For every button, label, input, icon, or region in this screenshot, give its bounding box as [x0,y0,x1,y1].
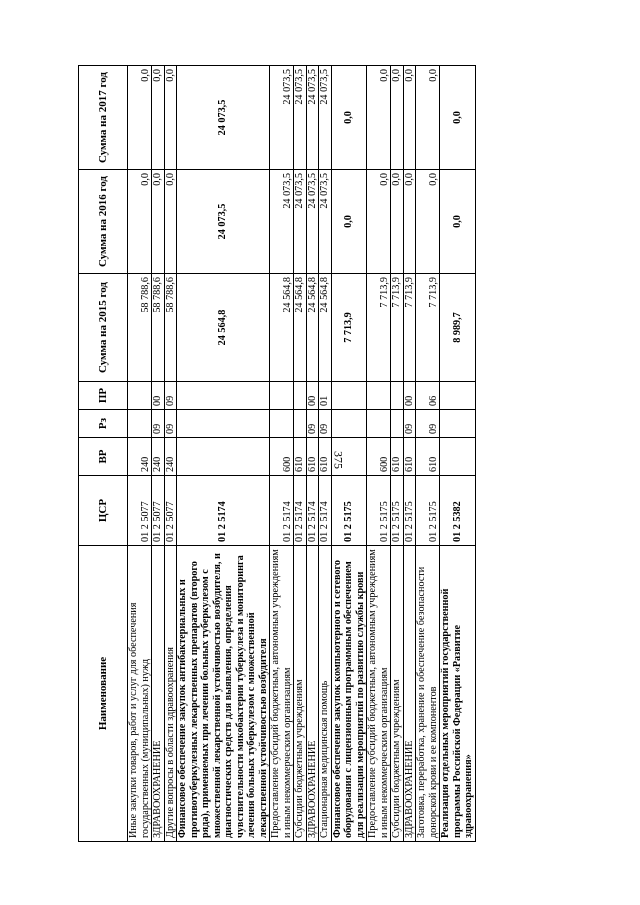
cell-2016: 24 073,5 [319,170,332,274]
cell-pr: 00 [403,382,416,410]
cell-vr: 610 [294,438,307,476]
cell-2017: 0,0 [391,66,404,170]
table-row [177,66,270,842]
cell-name: Финансовое обеспечение закупок компьютерного и сетевого оборудования с лицензионным программным обеспечением для реализации мероприятий по развитию службы крови [331,546,367,842]
cell-csr: 01 2 5174 [319,476,332,546]
cell-rz [177,410,270,438]
cell-2017: 0,0 [152,66,165,170]
cell-2015: 58 788,6 [164,274,177,382]
cell-csr: 01 2 5174 [294,476,307,546]
cell-name: Субсидии бюджетным учреждениям [391,546,404,842]
cell-pr [270,382,294,410]
cell-pr: 00 [152,382,165,410]
cell-name: Предоставление субсидий бюджетным, автономным учреждениям и иным некоммерческим организациям [367,546,391,842]
table-row [306,66,319,842]
table-row [440,66,476,842]
cell-rz [270,410,294,438]
table-row [319,66,332,842]
cell-2016: 0,0 [331,170,367,274]
cell-2016: 0,0 [416,170,440,274]
cell-2016: 0,0 [152,170,165,274]
header-vr: ВР [79,438,128,476]
cell-2016: 0,0 [440,170,476,274]
cell-2015: 58 788,6 [152,274,165,382]
table-row [128,66,152,842]
cell-pr [177,382,270,410]
cell-vr: 610 [403,438,416,476]
rotated-table-wrapper [78,66,558,842]
table-container [78,66,558,842]
cell-name: Другие вопросы в области здравоохранения [164,546,177,842]
cell-2017: 0,0 [440,66,476,170]
cell-csr: 01 2 5175 [367,476,391,546]
cell-csr: 01 2 5174 [306,476,319,546]
cell-rz: 09 [152,410,165,438]
cell-rz [294,410,307,438]
header-pr: ПР [79,382,128,410]
cell-2015: 24 564,8 [270,274,294,382]
cell-csr: 01 2 5175 [403,476,416,546]
cell-vr: 610 [306,438,319,476]
cell-name: Заготовка, переработка, хранение и обеспечение безопасности донорской крови и ее компонентов [416,546,440,842]
cell-rz: 09 [403,410,416,438]
cell-2016: 24 073,5 [177,170,270,274]
table-row [416,66,440,842]
header-rz: Рз [79,410,128,438]
cell-csr: 01 2 5175 [416,476,440,546]
cell-vr: 610 [416,438,440,476]
table-row [331,66,367,842]
cell-vr [440,438,476,476]
cell-csr: 01 2 5175 [391,476,404,546]
header-csr: ЦСР [79,476,128,546]
cell-2016: 0,0 [403,170,416,274]
cell-csr: 01 2 5077 [152,476,165,546]
cell-vr: 610 [319,438,332,476]
cell-2016: 0,0 [128,170,152,274]
cell-rz: 09 [319,410,332,438]
table-body [128,66,476,842]
cell-name: Субсидии бюджетным учреждениям [294,546,307,842]
cell-2015: 24 564,8 [319,274,332,382]
cell-pr [331,382,367,410]
cell-vr: 600 [367,438,391,476]
cell-name: Финансовое обеспечение закупок антибактериальных и противотуберкулезных лекарственных препаратов (второго ряда), применяемых при лечении больных туберкулезом с множественной лекарственной устойчивостью возбудителя, и диагностических средств для выявления, определения чувствительности микобактерии туберкулеза и мониторинга лечения больных туберкулезом с множественной лекарственной устойчивостью возбудителя [177,546,270,842]
cell-2016: 24 073,5 [306,170,319,274]
cell-name: Предоставление субсидий бюджетным, автономным учреждениям и иным некоммерческим организациям [270,546,294,842]
table-row [270,66,294,842]
cell-2017: 24 073,5 [319,66,332,170]
cell-2016: 24 073,5 [270,170,294,274]
cell-rz: 09 [164,410,177,438]
cell-name: Стационарная медицинская помощь [319,546,332,842]
cell-2016: 0,0 [164,170,177,274]
cell-pr [294,382,307,410]
table-row [367,66,391,842]
cell-2015: 7 713,9 [403,274,416,382]
cell-csr: 01 2 5077 [128,476,152,546]
cell-csr: 01 2 5174 [177,476,270,546]
cell-pr [367,382,391,410]
cell-name: ЗДРАВООХРАНЕНИЕ [152,546,165,842]
cell-pr: 06 [416,382,440,410]
cell-rz [367,410,391,438]
cell-2015: 24 564,8 [294,274,307,382]
cell-pr: 00 [306,382,319,410]
cell-csr: 01 2 5174 [270,476,294,546]
cell-2015: 7 713,9 [416,274,440,382]
cell-rz: 09 [306,410,319,438]
cell-vr: 600 [270,438,294,476]
cell-2017: 24 073,5 [270,66,294,170]
table-row [294,66,307,842]
header-2016: Сумма на 2016 год [79,170,128,274]
cell-2015: 7 713,9 [331,274,367,382]
cell-2017: 0,0 [164,66,177,170]
cell-vr [331,438,367,476]
cell-name: ЗДРАВООХРАНЕНИЕ [403,546,416,842]
cell-rz [331,410,367,438]
cell-2015: 8 989,7 [440,274,476,382]
cell-pr [128,382,152,410]
cell-name: Реализация отдельных мероприятий государственной программы Российской Федерации «Развитие здравоохранения» [440,546,476,842]
cell-2017: 0,0 [416,66,440,170]
table-row [391,66,404,842]
header-row [79,66,128,842]
cell-vr: 240 [128,438,152,476]
budget-table [78,65,476,842]
cell-2017: 0,0 [331,66,367,170]
cell-2016: 0,0 [391,170,404,274]
page-number: 375 [331,451,346,469]
cell-vr: 240 [164,438,177,476]
table-row [403,66,416,842]
cell-vr: 610 [391,438,404,476]
cell-vr: 240 [152,438,165,476]
header-2015: Сумма на 2015 год [79,274,128,382]
cell-csr: 01 2 5077 [164,476,177,546]
cell-2015: 7 713,9 [367,274,391,382]
cell-2017: 0,0 [367,66,391,170]
header-2017: Сумма на 2017 год [79,66,128,170]
cell-2015: 7 713,9 [391,274,404,382]
cell-pr [440,382,476,410]
cell-pr: 01 [319,382,332,410]
header-name: Наименование [79,546,128,842]
cell-rz: 09 [416,410,440,438]
cell-2016: 24 073,5 [294,170,307,274]
cell-2015: 58 788,6 [128,274,152,382]
cell-pr: 09 [164,382,177,410]
cell-rz [440,410,476,438]
cell-name: Иные закупки товаров, работ и услуг для обеспечения государственных (муниципальных) нужд [128,546,152,842]
cell-2017: 24 073,5 [294,66,307,170]
table-row [152,66,165,842]
cell-csr: 01 2 5382 [440,476,476,546]
cell-vr [177,438,270,476]
cell-rz [391,410,404,438]
cell-rz [128,410,152,438]
cell-name: ЗДРАВООХРАНЕНИЕ [306,546,319,842]
cell-2017: 24 073,5 [177,66,270,170]
cell-2017: 0,0 [128,66,152,170]
cell-2015: 24 564,8 [177,274,270,382]
cell-2017: 24 073,5 [306,66,319,170]
cell-2017: 0,0 [403,66,416,170]
table-row [164,66,177,842]
cell-2015: 24 564,8 [306,274,319,382]
cell-csr: 01 2 5175 [331,476,367,546]
cell-2016: 0,0 [367,170,391,274]
cell-pr [391,382,404,410]
